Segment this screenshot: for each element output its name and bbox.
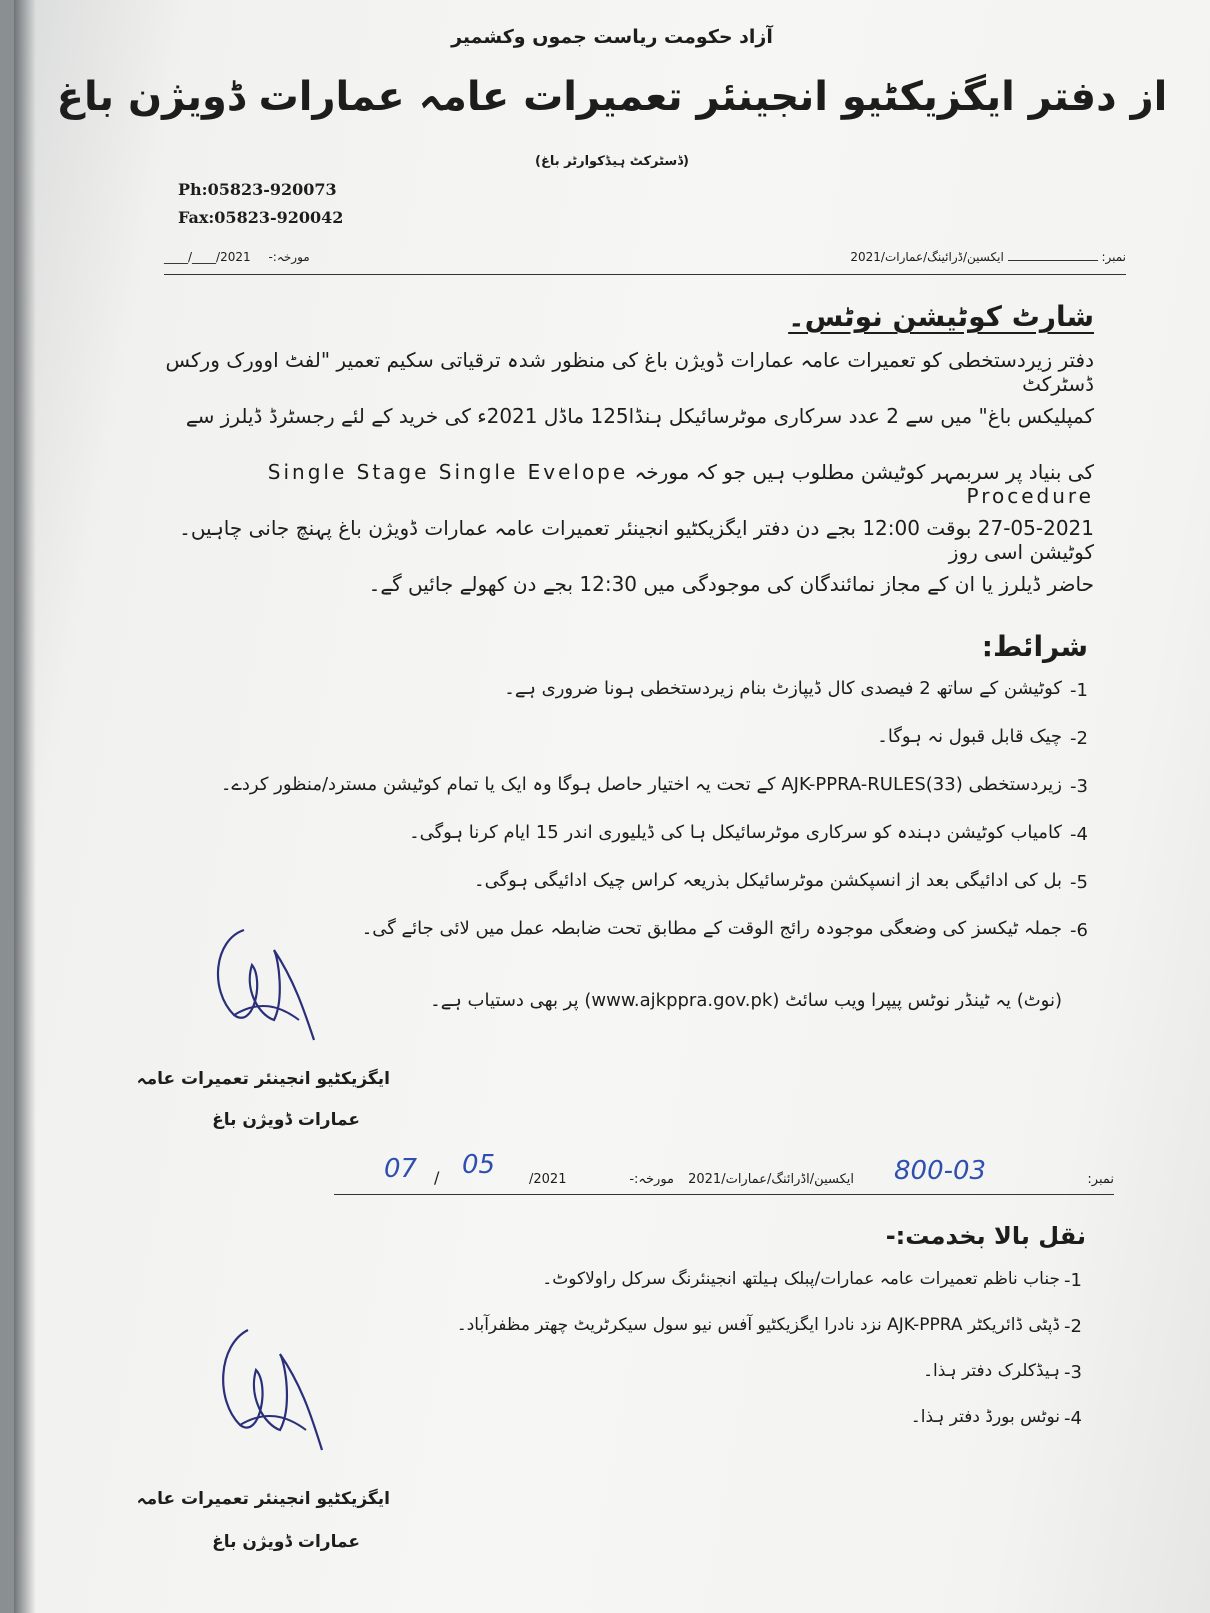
signature-2-title-line-2: عمارات ڈویژن باغ [212, 1532, 360, 1552]
condition-5-text: بل کی ادائیگی بعد از انسپکشن موٹرسائیکل بذریعہ کراس چیک ادائیگی ہوگی۔ [474, 870, 1062, 891]
reference-number-blank [1008, 260, 1098, 261]
dispatch-date-year: /2021 [529, 1172, 567, 1187]
condition-6-number: -6 [1070, 920, 1088, 941]
reference-date-label: مورخہ:- [268, 250, 310, 264]
copy-4-text: نوٹس بورڈ دفتر ہذا۔ [910, 1407, 1060, 1427]
body-line-2: کمپلیکس باغ" میں سے 2 عدد سرکاری موٹرسائیکل ہنڈا125 ماڈل 2021ء کی خرید کے لئے رجسٹرڈ ڈیلرز سے [185, 404, 1094, 428]
copy-4-number: -4 [1064, 1408, 1082, 1429]
dispatch-date-label: مورخہ:- [629, 1172, 674, 1187]
body-line-3-urdu: کی بنیاد پر سربمہر کوٹیشن مطلوب ہیں جو کہ مورخہ [634, 460, 1094, 484]
signature-1-title-line-2: عمارات ڈویژن باغ [212, 1110, 360, 1130]
reference-date [164, 250, 464, 264]
condition-2-number: -2 [1070, 728, 1088, 749]
copy-3-number: -3 [1064, 1362, 1082, 1383]
copies-list [14, 1268, 1210, 1448]
condition-2-text: چیک قابل قبول نہ ہوگا۔ [877, 726, 1062, 747]
copies-heading: نقل بالا بخدمت:- [885, 1222, 1086, 1250]
signature-1-title-line-1: ایگزیکٹیو انجینئر تعمیرات عامہ [136, 1069, 390, 1089]
body-line-1: دفتر زیردستخطی کو تعمیرات عامہ عمارات ڈویژن باغ کی منظور شدہ ترقیاتی سکیم تعمیر "لفٹ اوورک ورکس ڈسٹرکٹ [165, 348, 1094, 396]
reference-date-blank: ____/____/2021 [164, 250, 251, 264]
body-line-3 [164, 460, 1094, 508]
condition-4-number: -4 [1070, 824, 1088, 845]
copy-3-text: ہیڈکلرک دفتر ہذا۔ [923, 1361, 1060, 1381]
condition-5-number: -5 [1070, 872, 1088, 893]
copy-2-number: -2 [1064, 1316, 1082, 1337]
condition-3-text: زیردستخطی AJK-PPRA-RULES(33) کے تحت یہ اختیار حاصل ہوگا وہ ایک یا تمام کوٹیشن مسترد/منظور کردے۔ [220, 774, 1062, 795]
conditions-list [14, 678, 1210, 978]
body-line-5: حاضر ڈیلرز یا ان کے مجاز نمائندگان کی موجودگی میں 12:30 بجے دن کھولے جائیں گے۔ [368, 572, 1094, 596]
procedure-name: Single Stage Single Evelope Procedure [267, 460, 1094, 508]
signature-2-title-line-1: ایگزیکٹیو انجینئر تعمیرات عامہ [136, 1489, 390, 1509]
conditions-heading: شرائط: [981, 630, 1088, 663]
dispatch-reference-line [334, 1150, 1114, 1195]
dispatch-number-text: ایکسین/اڈرائنگ/عمارات/2021 [688, 1172, 854, 1187]
reference-line [164, 250, 1126, 275]
condition-1-number: -1 [1070, 680, 1088, 701]
signature-mark-2 [210, 1320, 340, 1470]
condition-1-text: کوٹیشن کے ساتھ 2 فیصدی کال ڈیپازٹ بنام زیردستخطی ہونا ضروری ہے۔ [504, 678, 1062, 699]
condition-3-number: -3 [1070, 776, 1088, 797]
dispatch-date-day: 07 [384, 1154, 418, 1184]
dispatch-number-handwritten: 800-03 [894, 1156, 987, 1186]
condition-6-text: جملہ ٹیکسز کی وضعگی موجودہ رائج الوقت کے مطابق تحت ضابطہ عمل میں لائی جائے گی۔ [361, 918, 1062, 939]
dispatch-date-separator: / [434, 1168, 440, 1187]
website-note: (نوٹ) یہ ٹینڈر نوٹس پیپرا ویب سائٹ (www.ajkppra.gov.pk) پر بھی دستیاب ہے۔ [430, 990, 1062, 1011]
reference-number-label: نمبر: [1101, 250, 1126, 264]
office-heading: از دفتر ایگزیکٹیو انجینئر تعمیرات عامہ عمارات ڈویژن باغ [56, 74, 1168, 120]
copy-1-number: -1 [1064, 1270, 1082, 1291]
signature-mark-1 [204, 920, 334, 1060]
notice-title: شارٹ کوٹیشن نوٹس۔ [788, 300, 1094, 333]
document-page [14, 0, 1210, 1613]
body-line-4: 27-05-2021 بوقت 12:00 بجے دن دفتر ایگزیکٹیو انجینئر تعمیرات عامہ عمارات ڈویژن باغ پہنچ جانی چاہیں۔کوٹیشن اسی روز [179, 516, 1094, 564]
reference-number [850, 250, 1126, 264]
reference-number-text: ایکسین/ڈرائینگ/عمارات/2021 [850, 250, 1004, 264]
dispatch-date-month: 05 [462, 1150, 496, 1180]
copy-1-text: جناب ناظم تعمیرات عامہ عمارات/پبلک ہیلتھ انجینئرنگ سرکل راولاکوٹ۔ [542, 1269, 1060, 1289]
dispatch-number-label: نمبر: [1087, 1172, 1114, 1187]
phone-number: Ph:05823-920073 [178, 180, 337, 199]
government-heading: آزاد حکومت ریاست جموں وکشمیر [451, 26, 773, 48]
copy-2-text: ڈپٹی ڈائریکٹر AJK-PPRA نزد نادرا ایگزیکٹیو آفس نیو سول سیکرٹریٹ چھتر مظفرآباد۔ [456, 1315, 1060, 1335]
fax-number: Fax:05823-920042 [178, 208, 344, 227]
district-subheading: (ڈسٹرکٹ ہیڈکوارٹر باغ) [535, 154, 689, 169]
condition-4-text: کامیاب کوٹیشن دہندہ کو سرکاری موٹرسائیکل ہا کی ڈیلیوری اندر 15 ایام کرنا ہوگی۔ [409, 822, 1062, 843]
